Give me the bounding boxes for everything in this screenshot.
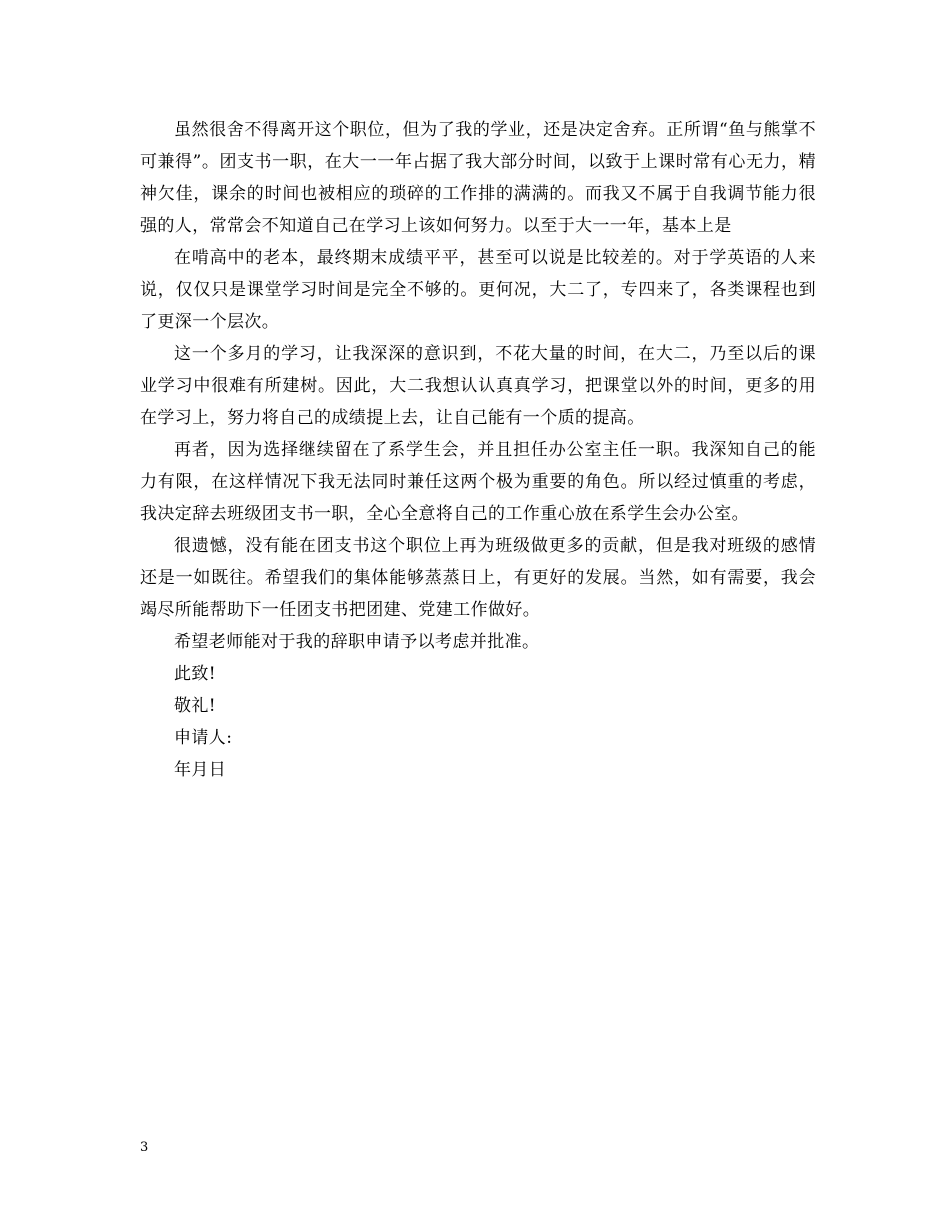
letter-body [140, 114, 816, 786]
paragraph-5: 很遗憾，没有能在团支书这个职位上再为班级做更多的贡献，但是我对班级的感情还是一如既往。希望我们的集体能够蒸蒸日上，有更好的发展。当然，如有需要，我会竭尽所能帮助下一任团支书把团建、党建工作做好。 [140, 536, 816, 620]
date-label: 年月日 [174, 760, 227, 780]
page-number: 3 [140, 1140, 149, 1155]
applicant-label: 申请人: [174, 728, 233, 748]
paragraph-1: 虽然很舍不得离开这个职位，但为了我的学业，还是决定舍弃。正所谓“鱼与熊掌不可兼得”。团支书一职，在大一一年占据了我大部分时间，以致于上课时常有心无力，精神欠佳，课余的时间也被相应的琐碎的工作排的满满的。而我又不属于自我调节能力很强的人，常常会不知道自己在学习上该如何努力。以至于大一一年，基本上是 [140, 120, 816, 236]
paragraph-3: 这一个多月的学习，让我深深的意识到，不花大量的时间，在大二，乃至以后的课业学习中很难有所建树。因此，大二我想认认真真学习，把课堂以外的时间，更多的用在学习上，努力将自己的成绩提上去，让自己能有一个质的提高。 [140, 344, 816, 428]
paragraph-2: 在啃高中的老本，最终期末成绩平平，甚至可以说是比较差的。对于学英语的人来说，仅仅只是课堂学习时间是完全不够的。更何况，大二了，专四来了，各类课程也到了更深一个层次。 [140, 248, 816, 332]
paragraph-4: 再者，因为选择继续留在了系学生会，并且担任办公室主任一职。我深知自己的能力有限，在这样情况下我无法同时兼任这两个极为重要的角色。所以经过慎重的考虑，我决定辞去班级团支书一职，全心全意将自己的工作重心放在系学生会办公室。 [140, 440, 816, 524]
salute-line: 敬礼! [174, 696, 217, 716]
request-line: 希望老师能对于我的辞职申请予以考虑并批准。 [174, 632, 540, 652]
closing-line: 此致! [174, 664, 217, 684]
